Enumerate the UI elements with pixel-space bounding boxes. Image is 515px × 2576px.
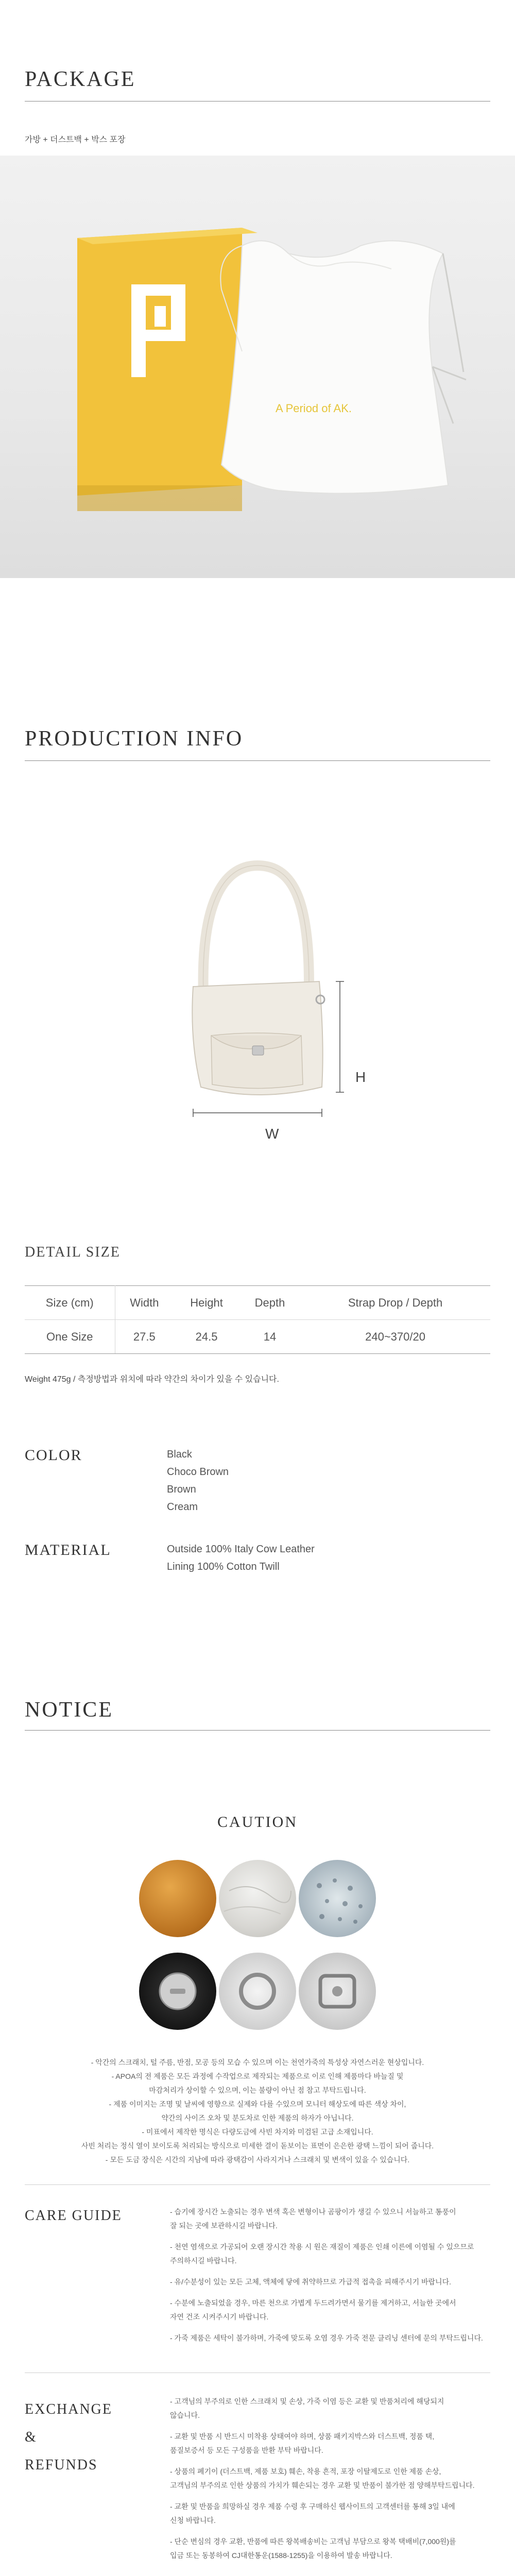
care-divider: [25, 2184, 490, 2185]
spacer: [170, 2324, 494, 2331]
caution-title: CAUTION: [217, 1814, 298, 1831]
detail-size-title: DETAIL SIZE: [25, 1244, 121, 1260]
color-label: COLOR: [25, 1447, 82, 1464]
care-line: - 수분에 노출되었을 경우, 마른 천으로 가볍게 두드려가면서 물기를 제거하고, 서늘한 곳에서: [170, 2299, 456, 2307]
leather-texture-swatch: [139, 1860, 216, 1937]
caution-text: [25, 2056, 490, 2167]
color-item: Cream: [167, 1501, 198, 1513]
leather-pore-swatch: [299, 1860, 376, 1937]
care-line: 주의하시길 바랍니다.: [170, 2257, 237, 2265]
spacer: [170, 2493, 494, 2500]
package-caption: 가방 + 더스트백 + 박스 포장: [25, 135, 126, 144]
width-value-cell: 27.5: [115, 1320, 174, 1354]
exchange-label-line: &: [25, 2429, 37, 2445]
package-photo: [0, 156, 515, 578]
notice-rule: [25, 1730, 490, 1731]
metal-ring-swatch: [219, 1953, 296, 2030]
caution-line: 마감처리가 상이할 수 있으며, 이는 불량이 아닌 점 참고 부탁드립니다.: [149, 2086, 366, 2094]
material-item: Lining 100% Cotton Twill: [167, 1561, 280, 1572]
material-label: MATERIAL: [25, 1541, 111, 1558]
exchange-label-line: EXCHANGE: [25, 2401, 112, 2417]
size-header-cell: Size (cm): [25, 1286, 115, 1320]
strap-value-cell: 240~370/20: [300, 1320, 490, 1354]
size-table-header-row: [25, 1286, 490, 1320]
exchange-line: - 고객님의 부주의로 인한 스크래치 및 손상, 가죽 이염 등은 교환 및 반품처리에 해당되지: [170, 2397, 444, 2405]
metal-buckle-swatch: [299, 1953, 376, 2030]
metal-ring-icon: [219, 1953, 296, 2030]
caution-line: 사빈 처리는 정식 열이 보이도록 처리되는 방식으로 미세한 결이 돋보이는 표면이 은은한 광택 느낌이 되어 줍니다.: [81, 2142, 434, 2150]
bag-dimension-diagram: [154, 845, 381, 1154]
care-line: 자연 건조 시켜주시기 바랍니다.: [170, 2313, 269, 2321]
care-guide-text: [170, 2205, 494, 2345]
size-table-row: [25, 1320, 490, 1354]
weight-note: Weight 475g / 측정방법과 위치에 따라 약간의 차이가 있을 수 있습니다.: [25, 1375, 279, 1384]
color-item: Black: [167, 1449, 192, 1460]
twist-lock-icon: [139, 1953, 216, 2030]
exchange-divider: [25, 2372, 490, 2373]
care-line: - 가죽 제품은 세탁이 불가하며, 가죽에 맞도록 오염 경우 가죽 전문 클리닝 센터에 문의 부탁드립니다.: [170, 2334, 483, 2342]
color-list: [167, 1446, 229, 1516]
spacer: [170, 2458, 494, 2465]
package-illustration: [0, 156, 515, 578]
twist-lock-swatch: [139, 1953, 216, 2030]
exchange-line: - 상품의 폐기이 (더스트백, 제품 보호) 훼손, 착용 흔적, 포장 이탈제도로 인한 제품 손상,: [170, 2467, 441, 2476]
pore-pattern-icon: [299, 1860, 376, 1937]
exchange-line: 입금 또는 동봉하여 CJ대한통운(1588-1255)을 이용하여 발송 바랍니다.: [170, 2551, 392, 2560]
exchange-text: [170, 2395, 494, 2563]
production-rule: [25, 760, 490, 761]
spacer: [170, 2289, 494, 2296]
notice-title: NOTICE: [25, 1698, 113, 1722]
caution-line: - 모든 도금 장식은 시간의 지남에 따라 광택감이 사라지거나 스크래치 및 변색이 있을 수 있습니다.: [105, 2156, 410, 2164]
caution-line: - 제품 이미지는 조명 및 날씨에 영향으로 실제와 다를 수있으며 모니터 해상도에 따른 색상 차이,: [109, 2100, 406, 2108]
exchange-line: - 단순 변심의 경우 교환, 반품에 따른 왕복배송비는 고객님 부담으로 왕복 택배비(7,000원)를: [170, 2537, 456, 2546]
material-list: [167, 1540, 315, 1575]
care-line: - 습기에 장시간 노출되는 경우 변색 혹은 변형이나 곰팡이가 생길 수 있으니 서늘하고 통풍이: [170, 2208, 456, 2216]
spacer: [170, 2528, 494, 2535]
height-header-cell: Height: [174, 1286, 239, 1320]
color-item: Choco Brown: [167, 1466, 229, 1478]
depth-value-cell: 14: [239, 1320, 300, 1354]
production-title: PRODUCTION INFO: [25, 727, 244, 751]
caution-line: 약간의 사이즈 오차 및 분도차로 인한 제품의 하자가 아닙니다.: [161, 2114, 354, 2122]
exchange-line: 품질보증서 등 모든 구성품을 반환 부탁 바랍니다.: [170, 2446, 323, 2454]
exchange-label-line: REFUNDS: [25, 2457, 98, 2473]
height-value-cell: 24.5: [174, 1320, 239, 1354]
height-label: H: [355, 1069, 366, 1085]
spacer: [170, 2422, 494, 2430]
metal-buckle-icon: [299, 1953, 376, 2030]
exchange-line: - 교환 및 반품 시 반드시 미착용 상태여야 하며, 상품 패키지박스와 더스트백, 정품 택,: [170, 2432, 435, 2441]
package-title: PACKAGE: [25, 67, 136, 91]
exchange-line: 고객님의 부주의로 인한 상품의 가치가 훼손되는 경우 교환 및 반품이 불가한 점 양해부탁드립니다.: [170, 2481, 475, 2489]
width-label: W: [265, 1126, 279, 1142]
size-table: [25, 1285, 490, 1354]
exchange-label: [25, 2396, 112, 2479]
crease-pattern-icon: [219, 1860, 296, 1937]
exchange-line: 신청 바랍니다.: [170, 2516, 216, 2524]
care-line: 잘 되는 곳에 보관하시길 바랍니다.: [170, 2222, 278, 2230]
care-line: - 유/수분성이 있는 모든 고체, 액체에 닿에 취약하므로 가급적 접촉을 피해주시기 바랍니다.: [170, 2278, 451, 2286]
spacer: [170, 2233, 494, 2240]
care-guide-label: CARE GUIDE: [25, 2208, 122, 2224]
dustbag-brand-text: A Period of AK.: [276, 402, 352, 415]
caution-line: - 미표에서 제작한 명식은 다량도금에 사빈 차지와 미검된 고급 소재입니다.: [142, 2128, 373, 2136]
color-item: Brown: [167, 1484, 196, 1495]
leather-crease-swatch: [219, 1860, 296, 1937]
exchange-line: 않습니다.: [170, 2411, 200, 2419]
width-header-cell: Width: [115, 1286, 174, 1320]
exchange-line: - 교환 및 반품을 희망하실 경우 제품 수령 후 구매하신 웹사이트의 고객센터를 통해 3일 내에: [170, 2502, 455, 2511]
spacer: [170, 2268, 494, 2275]
material-item: Outside 100% Italy Cow Leather: [167, 1544, 315, 1555]
depth-header-cell: Depth: [239, 1286, 300, 1320]
strap-header-cell: Strap Drop / Depth: [300, 1286, 490, 1320]
care-line: - 천연 염색으로 가공되어 오랜 장시간 착용 시 원은 재질이 제품은 인쇄 이른에 이염될 수 있으므로: [170, 2243, 474, 2251]
caution-line: - 악간의 스크래치, 털 주름, 반점, 모공 등의 모습 수 있으며 이는 천연가죽의 특성상 자연스러운 현상입니다.: [91, 2058, 424, 2066]
size-value-cell: One Size: [25, 1320, 115, 1354]
caution-line: - APOA의 전 제품은 모든 과정에 수작업으로 제작되는 제품으로 이로 인해 제품마다 바늘질 및: [111, 2072, 404, 2080]
